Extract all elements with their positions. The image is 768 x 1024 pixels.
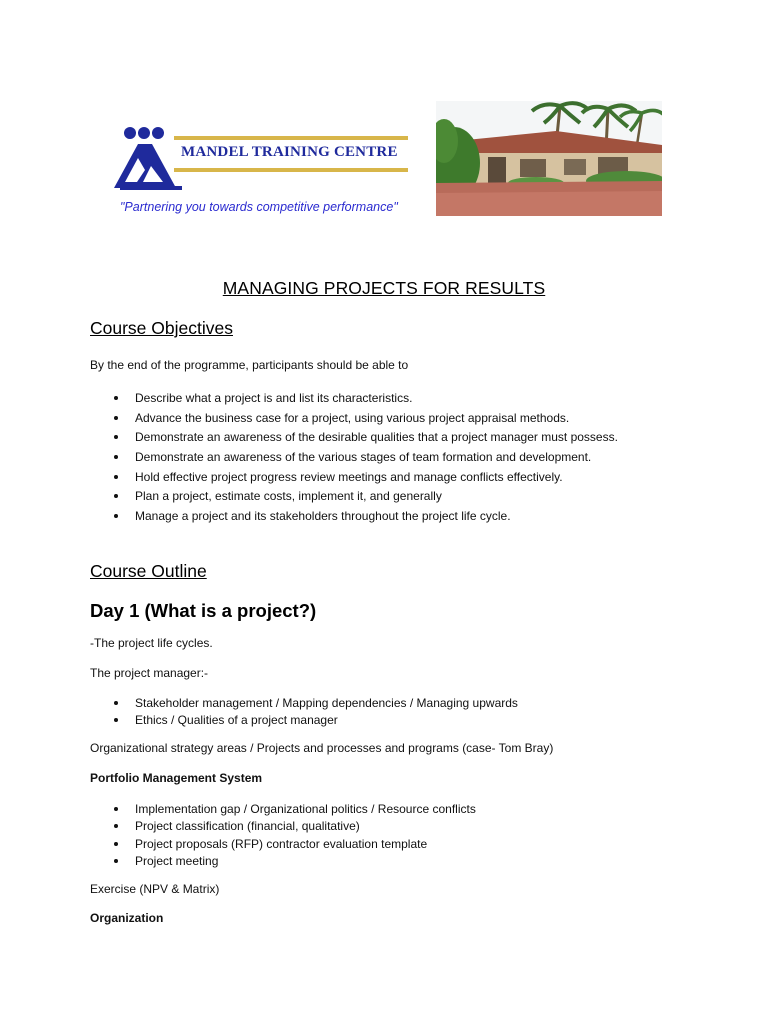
list-item: Manage a project and its stakeholders throughout the project life cycle. bbox=[90, 508, 618, 528]
list-item: Ethics / Qualities of a project manager bbox=[90, 712, 518, 729]
list-item: Demonstrate an awareness of the various stages of team formation and development. bbox=[90, 449, 618, 469]
list-item: Hold effective project progress review meetings and manage conflicts effectively. bbox=[90, 469, 618, 489]
list-item: Project classification (financial, qualitative) bbox=[90, 818, 476, 835]
list-item: Project meeting bbox=[90, 853, 476, 870]
logo-tagline: "Partnering you towards competitive performance" bbox=[120, 200, 398, 214]
list-item: Describe what a project is and list its characteristics. bbox=[90, 390, 618, 410]
list-item: Demonstrate an awareness of the desirable qualities that a project manager must possess. bbox=[90, 429, 618, 449]
list-item: Implementation gap / Organizational politics / Resource conflicts bbox=[90, 801, 476, 818]
objectives-intro: By the end of the programme, participants should be able to bbox=[90, 358, 409, 372]
objectives-heading: Course Objectives bbox=[90, 318, 233, 338]
objectives-list bbox=[90, 390, 618, 528]
list-item: Plan a project, estimate costs, implement it, and generally bbox=[90, 488, 618, 508]
day1-line-project-manager: The project manager:- bbox=[90, 666, 209, 680]
logo-bottom-bar bbox=[174, 168, 408, 172]
list-item: Advance the business case for a project, using various project appraisal methods. bbox=[90, 410, 618, 430]
portfolio-list bbox=[90, 801, 476, 870]
day1-line-life-cycles: -The project life cycles. bbox=[90, 636, 213, 650]
mandel-logo bbox=[108, 124, 412, 220]
org-strategy-line: Organizational strategy areas / Projects and processes and programs (case- Tom Bray) bbox=[90, 741, 554, 755]
building-photo bbox=[436, 101, 662, 216]
outline-heading: Course Outline bbox=[90, 561, 207, 581]
project-manager-list bbox=[90, 695, 518, 730]
logo-name: MANDEL TRAINING CENTRE bbox=[181, 144, 398, 160]
exercise-line: Exercise (NPV & Matrix) bbox=[90, 882, 220, 896]
logo-top-bar bbox=[174, 136, 408, 140]
logo-figures-icon bbox=[108, 124, 188, 194]
organization-heading: Organization bbox=[90, 911, 164, 925]
list-item: Project proposals (RFP) contractor evaluation template bbox=[90, 836, 476, 853]
day1-heading: Day 1 (What is a project?) bbox=[90, 600, 317, 621]
document-title: MANAGING PROJECTS FOR RESULTS bbox=[222, 278, 546, 298]
portfolio-heading: Portfolio Management System bbox=[90, 771, 263, 785]
list-item: Stakeholder management / Mapping dependencies / Managing upwards bbox=[90, 695, 518, 712]
